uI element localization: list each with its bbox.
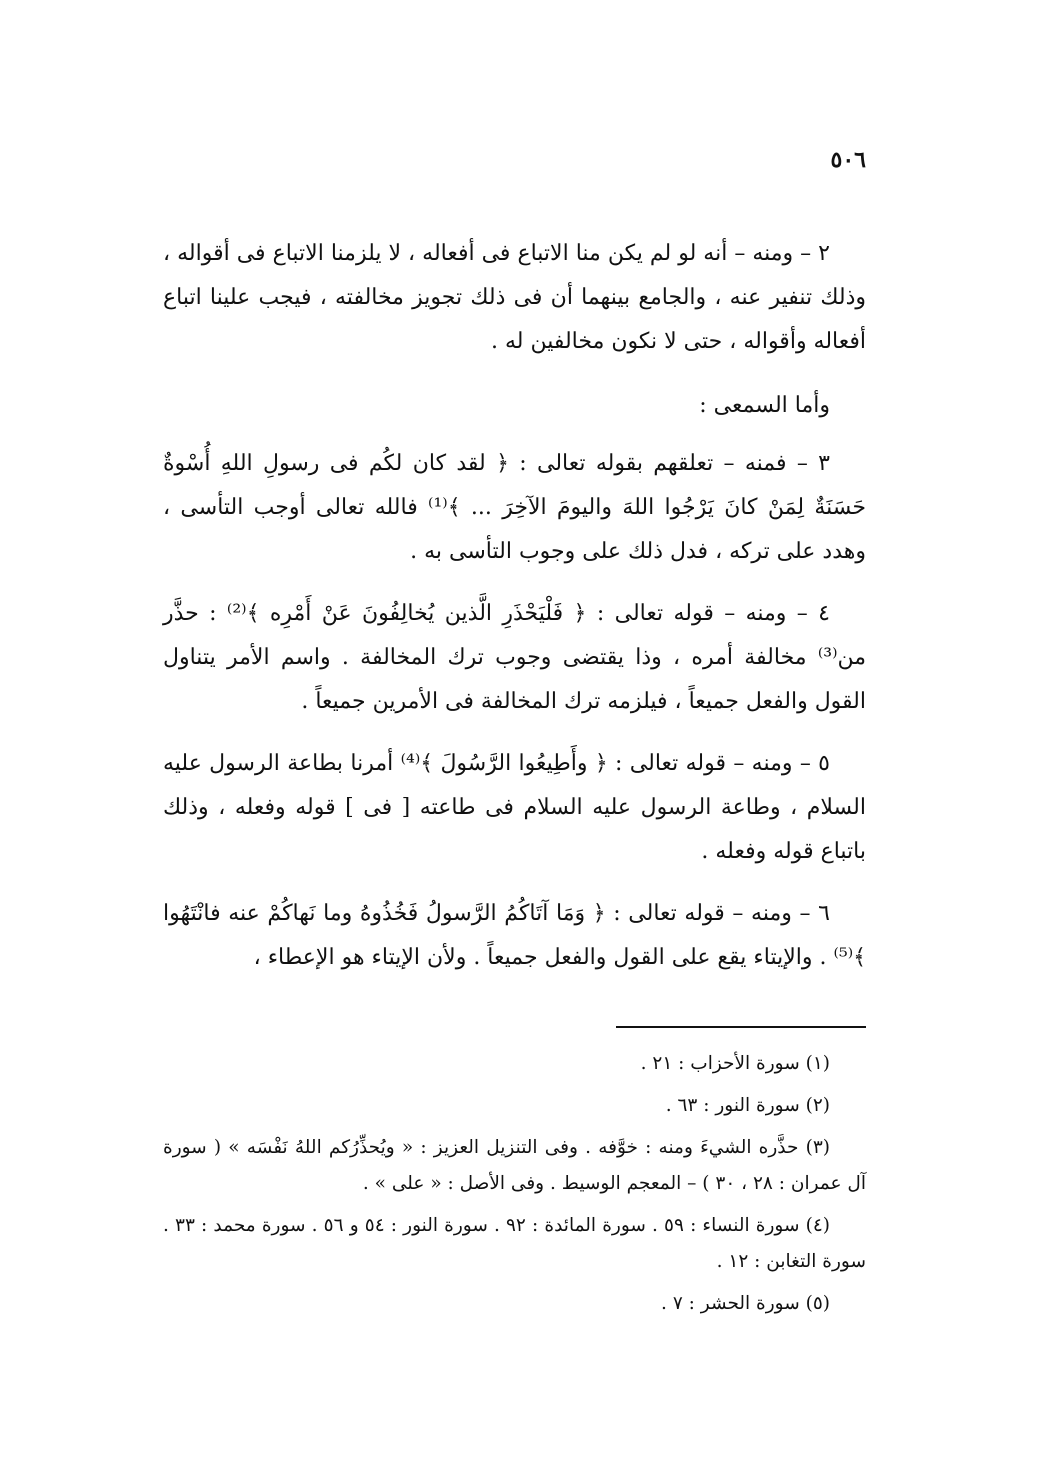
footnote-3: (٣) حذَّره الشيءَ ومنه : خوَّفه . وفى التنزيل العزيز : « ويُحذِّرُكم اللهُ نَفْسَه » ( سورة آل عمران : ٢٨ ، ٣٠ ) – المعجم الوسيط . وفى الأصل : « على » . [163, 1137, 866, 1194]
footnote-separator [616, 1026, 866, 1028]
paragraph-5: ٥ – ومنه – قوله تعالى : ﴿ وأَطِيعُوا الرَّسُولَ ﴾⁽⁴⁾ أمرنا بطاعة الرسول عليه السلام ، وطاعة الرسول عليه السلام فى طاعته [ فى ] قوله وفعله ، وذلك باتباع قوله وفعله . [163, 751, 866, 864]
footnote-1: (١) سورة الأحزاب : ٢١ . [640, 1053, 830, 1074]
footnote-5: (٥) سورة الحشر : ٧ . [661, 1293, 830, 1314]
section-heading-samai: وأما السمعى : [699, 393, 830, 418]
book-page [163, 140, 866, 1328]
paragraph-3: ٣ – فمنه – تعلقهم بقوله تعالى : ﴿ لقد كان لكُم فى رسولِ اللهِ أُسْوةٌ حَسَنَةٌ لِمَنْ كانَ يَرْجُوا اللهَ واليومَ الآخِرَ ... ﴾⁽¹⁾ فالله تعالى أوجب التأسى ، وهدد على تركه ، فدل ذلك على وجوب التأسى به . [163, 451, 866, 564]
page-number: ٥٠٦ [830, 147, 866, 173]
footnotes [163, 1046, 866, 1322]
footnote-2: (٢) سورة النور : ٦٣ . [665, 1095, 830, 1116]
paragraph-4: ٤ – ومنه – قوله تعالى : ﴿ فَلْيَحْذَرِ الَّذين يُخالِفُونَ عَنْ أَمْرِه ﴾⁽²⁾ : حذَّر من⁽³⁾ مخالفة أمره ، وذا يقتضى وجوب ترك المخالفة . واسم الأمر يتناول القول والفعل جميعاً ، فيلزمه ترك المخالفة فى الأمرين جميعاً . [163, 601, 866, 714]
paragraph-2: ٢ – ومنه – أنه لو لم يكن منا الاتباع فى أفعاله ، لا يلزمنا الاتباع فى أقواله ، وذلك تنفير عنه ، والجامع بينهما أن فى ذلك تجويز مخالفته ، فيجب علينا اتباع أفعاله وأقواله ، حتى لا نكون مخالفين له . [163, 241, 866, 354]
footnote-4: (٤) سورة النساء : ٥٩ . سورة المائدة : ٩٢ . سورة النور : ٥٤ و ٥٦ . سورة محمد : ٣٣ . سورة التغابن : ١٢ . [163, 1215, 866, 1272]
paragraph-6: ٦ – ومنه – قوله تعالى : ﴿ وَمَا آتَاكُمُ الرَّسولُ فَخُذُوهُ وما نَهاكُمْ عنه فانْتَهُوا ﴾⁽⁵⁾ . والإيتاء يقع على القول والفعل جميعاً . ولأن الإيتاء هو الإعطاء ، [163, 901, 866, 970]
